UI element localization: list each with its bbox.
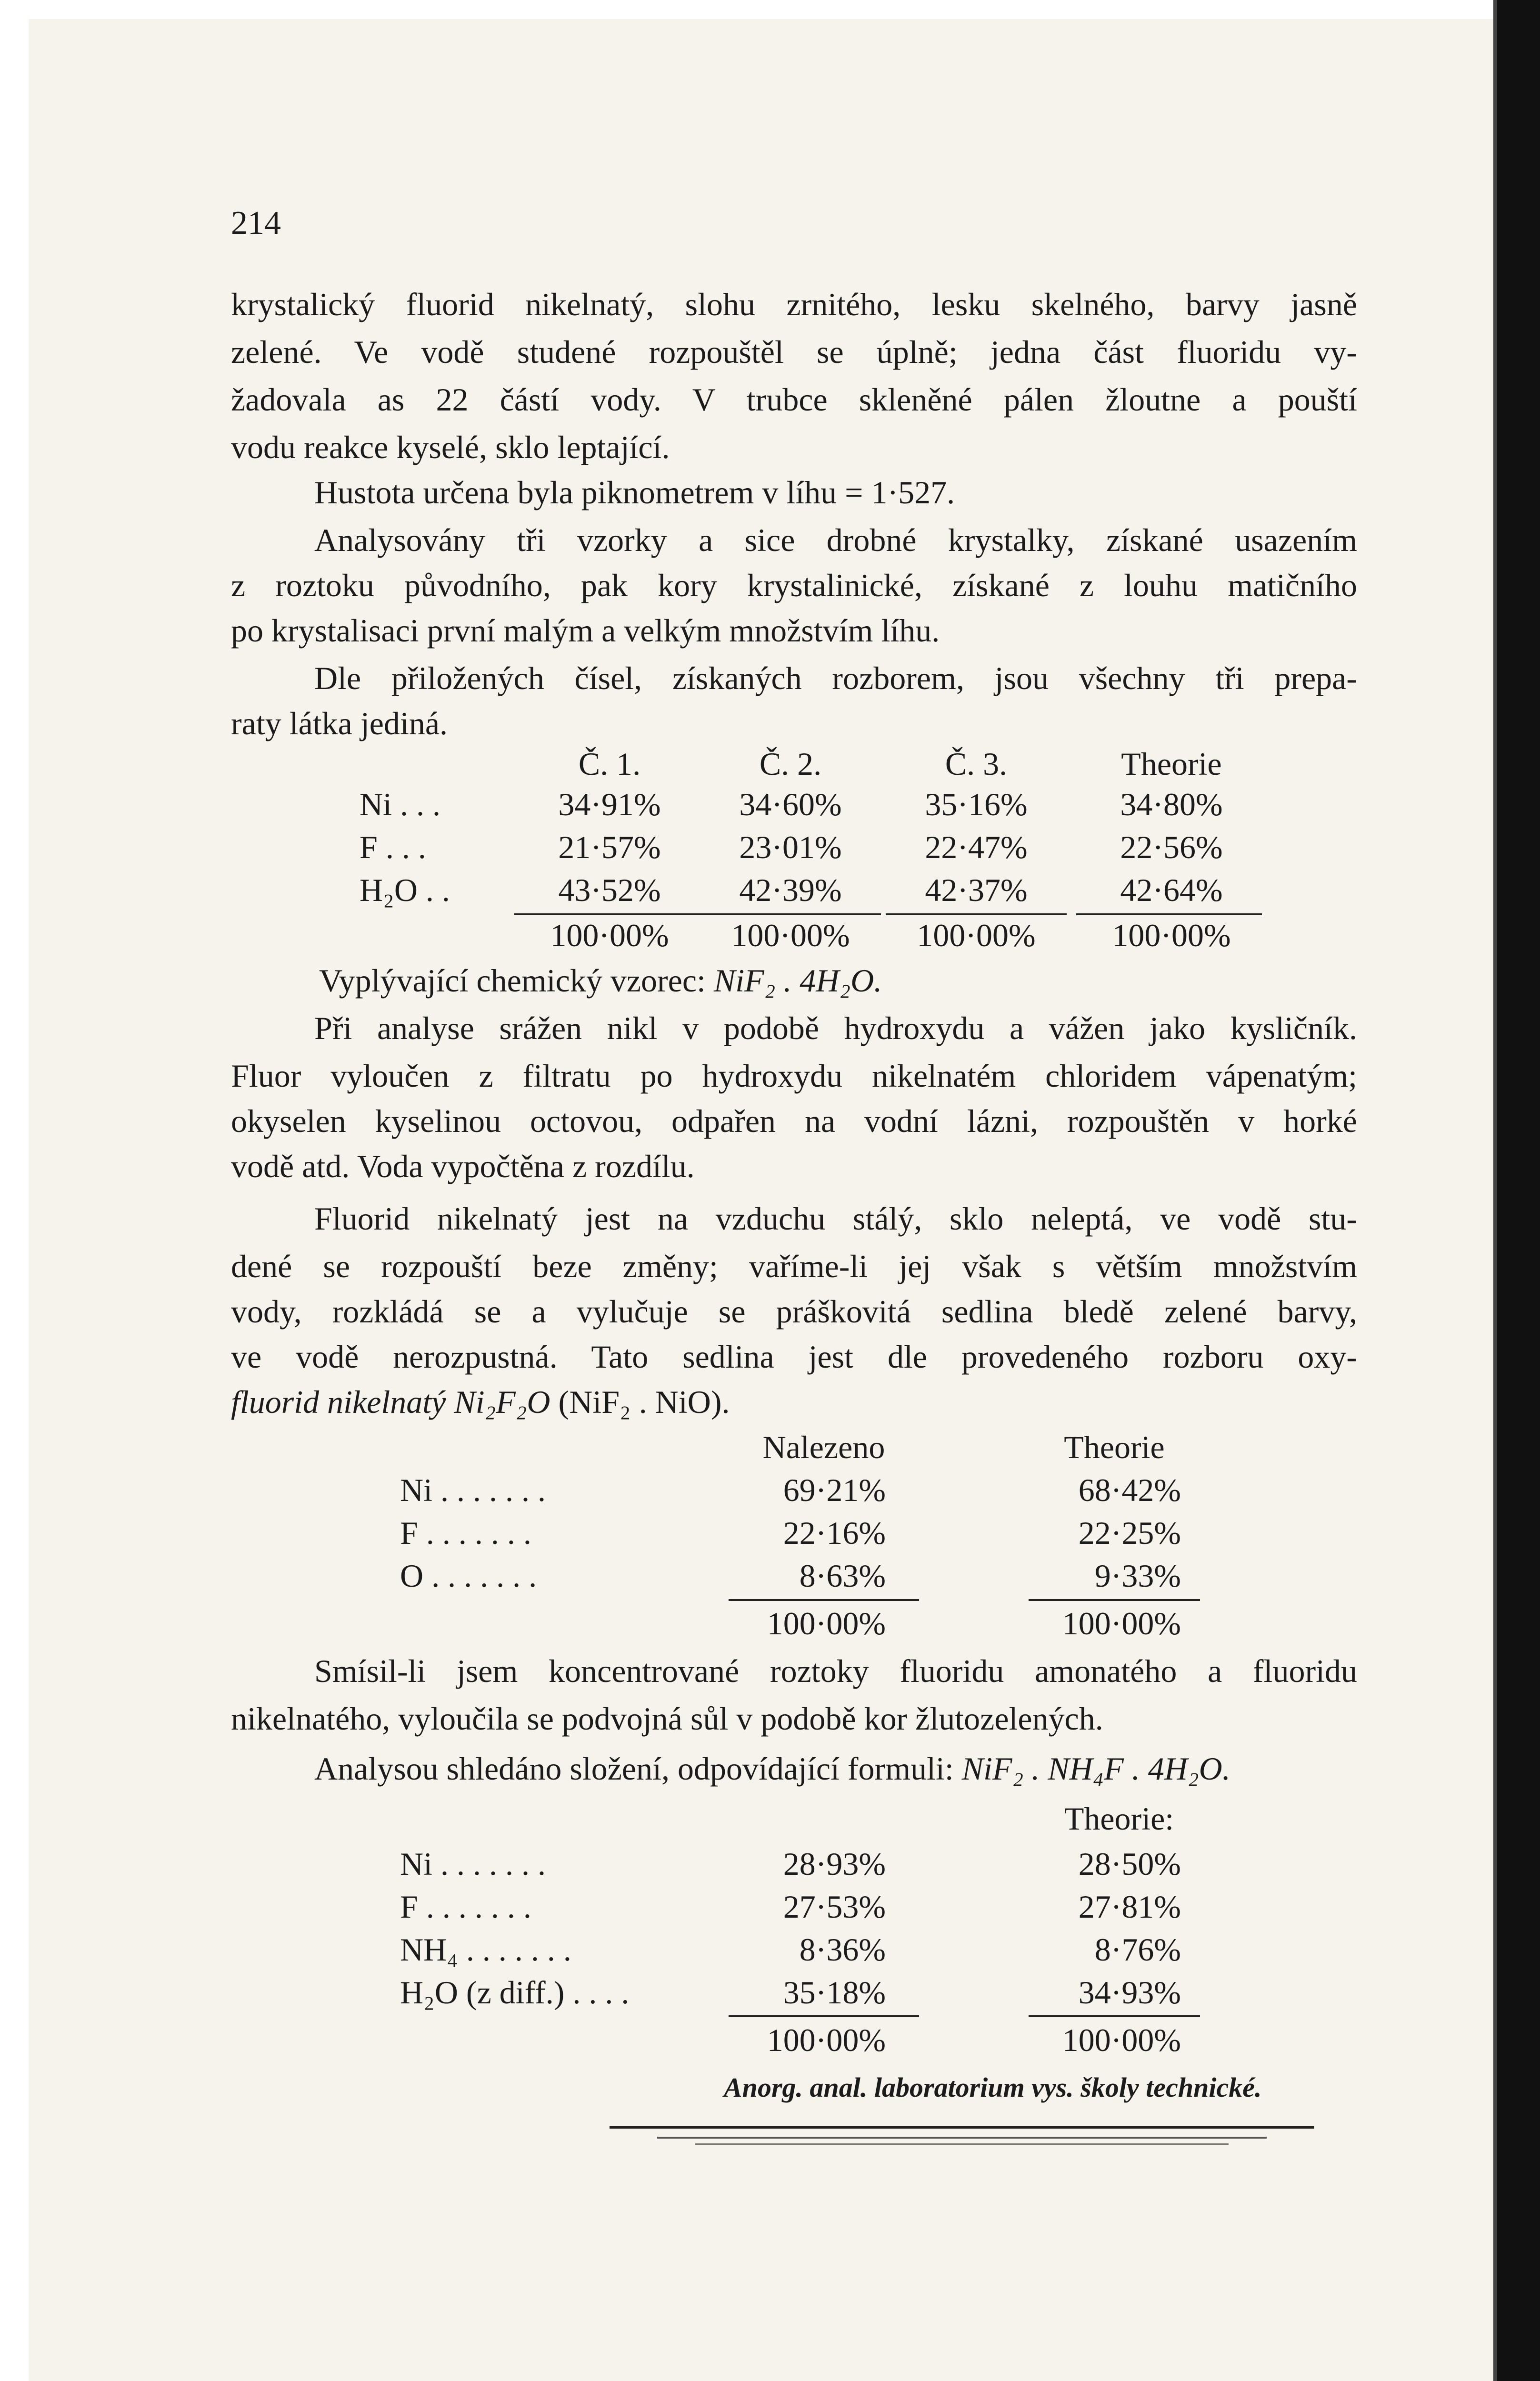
paragraph-line: raty látka jediná. [231, 705, 448, 741]
table3-cell: 35·18% [783, 1974, 886, 2011]
table3-row-label: NH₄ . . . . . . . [400, 1931, 571, 1968]
page-number: 214 [231, 205, 281, 241]
formula-note: (NiF₂ . NiO). [558, 1384, 730, 1420]
formula: NiF₂ . NH₄F . 4H₂O. [961, 1751, 1230, 1787]
table1-total: 100·00% [550, 917, 669, 953]
paragraph-line: Fluor vyloučen z filtratu po hydroxydu nikelnatém chloridem vápenatým; [231, 1058, 1357, 1094]
table2-cell: 22·16% [783, 1515, 886, 1551]
table1-cell: 42·39% [739, 872, 842, 908]
paragraph-line: po krystalisaci první malým a velkým množstvím líhu. [231, 612, 940, 649]
table1-cell: 34·80% [1120, 786, 1223, 822]
table3-row-label: H₂O (z diff.) . . . . [400, 1974, 630, 2011]
paragraph-line: okyselen kyselinou octovou, odpařen na vodní lázni, rozpouštěn v horké [231, 1103, 1357, 1139]
footer-rule-line [695, 2143, 1229, 2145]
table3-total: 100·00% [1062, 2022, 1181, 2058]
italic-term: fluorid nikelnatý Ni₂F₂O [231, 1384, 550, 1420]
table1-header: Theorie [1121, 746, 1222, 782]
paragraph-line: Dle přiložených čísel, získaných rozborem, jsou všechny tři prepa- [314, 660, 1357, 696]
table2-cell: 8·63% [799, 1558, 886, 1594]
table3-row-label: F . . . . . . . [400, 1889, 531, 1925]
table1-row-label: Ni . . . [360, 786, 440, 822]
table3-cell: 34·93% [1078, 1974, 1181, 2011]
table3-cell: 8·76% [1094, 1931, 1181, 1968]
table1-total: 100·00% [917, 917, 1036, 953]
paragraph-line: Hustota určena byla piknometrem v líhu = 1·527. [314, 474, 955, 510]
footer-rule-line [657, 2137, 1267, 2139]
table2-header: Nalezeno [762, 1429, 885, 1465]
paragraph-line: Při analyse srážen nikl v podobě hydroxydu a vážen jako kysličník. [314, 1010, 1357, 1046]
paragraph-line: Smísil-li jsem koncentrované roztoky fluoridu amonatého a fluoridu [314, 1653, 1357, 1689]
table3-row-label: Ni . . . . . . . [400, 1846, 546, 1882]
formula-line [319, 957, 882, 1004]
table3-cell: 28·50% [1078, 1846, 1181, 1882]
paragraph-line: Fluorid nikelnatý jest na vzduchu stálý, sklo neleptá, ve vodě stu- [314, 1201, 1357, 1237]
table2-row-label: F . . . . . . . [400, 1515, 531, 1551]
table2-row-label: O . . . . . . . [400, 1558, 537, 1594]
formula-label: Vyplývající chemický vzorec: [319, 962, 706, 999]
paragraph-line: vodě atd. Voda vypočtěna z rozdílu. [231, 1148, 695, 1184]
paragraph-line: z roztoku původního, pak kory krystalinické, získané z louhu matičního [231, 567, 1357, 603]
table1-row-label: F . . . [360, 829, 426, 865]
formula-intro: Analysou shledáno složení, odpovídající formuli: [314, 1751, 954, 1787]
table2-cell: 68·42% [1078, 1472, 1181, 1508]
paragraph-line [231, 1379, 730, 1425]
table3-cell: 27·81% [1078, 1889, 1181, 1925]
paragraph-line: vody, rozkládá se a vylučuje se práškovitá sedlina bledě zelené barvy, [231, 1293, 1357, 1330]
table1-cell: 42·64% [1120, 872, 1223, 908]
paragraph-line: zelené. Ve vodě studené rozpouštěl se úplně; jedna část fluoridu vy- [231, 334, 1357, 370]
paragraph-line [314, 1745, 1230, 1792]
table1-cell: 42·37% [925, 872, 1028, 908]
table1-cell: 22·56% [1120, 829, 1223, 865]
table3-cell: 8·36% [799, 1931, 886, 1968]
table1-row-label: H₂O . . [360, 872, 450, 908]
table1-cell: 34·91% [558, 786, 661, 822]
table3-header: Theorie: [1064, 1801, 1174, 1837]
paragraph-line: vodu reakce kyselé, sklo leptající. [231, 429, 670, 465]
footer-rule-line [610, 2126, 1314, 2129]
paragraph-line: dené se rozpouští beze změny; vaříme-li jej však s větším množstvím [231, 1248, 1357, 1284]
table1-header: Č. 2. [759, 746, 822, 782]
table3-cell: 28·93% [783, 1846, 886, 1882]
paragraph-line: krystalický fluorid nikelnatý, slohu zrnitého, lesku skelného, barvy jasně [231, 286, 1357, 322]
paragraph-line: Analysovány tři vzorky a sice drobné krystalky, získané usazením [314, 522, 1357, 558]
table1-cell: 21·57% [558, 829, 661, 865]
table2-row-label: Ni . . . . . . . [400, 1472, 546, 1508]
formula: NiF₂ . 4H₂O. [713, 962, 882, 999]
laboratory-credit: Anorg. anal. laboratorium vys. školy technické. [724, 2072, 1262, 2103]
table2-cell: 22·25% [1078, 1515, 1181, 1551]
table1-header: Č. 1. [578, 746, 641, 782]
table2-total: 100·00% [767, 1605, 886, 1641]
table1-cell: 43·52% [558, 872, 661, 908]
table1-cell: 23·01% [739, 829, 842, 865]
table3-cell: 27·53% [783, 1889, 886, 1925]
table1-total: 100·00% [1112, 917, 1231, 953]
paragraph-line: nikelnatého, vyloučila se podvojná sůl v podobě kor žlutozelených. [231, 1701, 1103, 1737]
table2-cell: 69·21% [783, 1472, 886, 1508]
table2-header: Theorie [1064, 1429, 1165, 1465]
paragraph-line: ve vodě nerozpustná. Tato sedlina jest dle provedeného rozboru oxy- [231, 1339, 1357, 1375]
table2-total: 100·00% [1062, 1605, 1181, 1641]
table2-cell: 9·33% [1094, 1558, 1181, 1594]
table1-total: 100·00% [731, 917, 850, 953]
paragraph-line: žadovala as 22 částí vody. V trubce skleněné pálen žloutne a pouští [231, 381, 1357, 418]
table1-cell: 22·47% [925, 829, 1028, 865]
table1-cell: 34·60% [739, 786, 842, 822]
table1-cell: 35·16% [925, 786, 1028, 822]
table3-total: 100·00% [767, 2022, 886, 2058]
table1-header: Č. 3. [945, 746, 1008, 782]
